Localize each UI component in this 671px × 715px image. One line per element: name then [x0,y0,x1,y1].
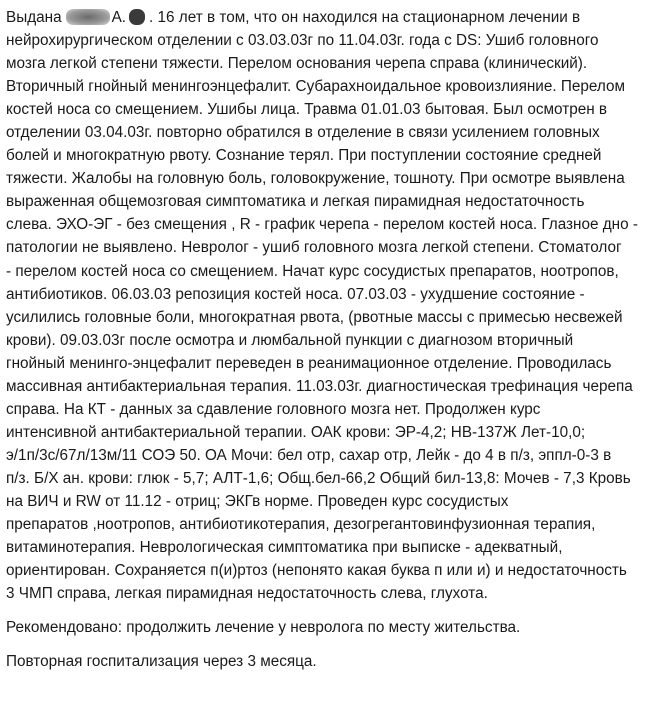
body-line: массивная антибактериальная терапия. 11.03.03г. диагностическая трефинация черепа [6,377,633,395]
issued-to-word: Выдана [6,9,62,26]
body-line: ориентирован. Сохраняется п(и)ртоз (непонято какая буква п или и) и недостаточность [6,562,627,580]
body-line: интенсивной антибактериальной терапии. ОАК крови: ЭР-4,2; НВ-137Ж Лет-10,0; [6,423,586,441]
name-initial: А. [111,9,127,26]
line-1 [6,6,651,29]
body-line: э/1п/3с/67л/13м/11 СОЭ 50. ОА Мочи: бел отр, сахар отр, Лейк - до 4 в п/з, эппл-0-3 в [6,446,612,464]
body-line: - перелом костей носа со смещением. Начат курс сосудистых препаратов, ноотропов, [6,262,619,280]
body-line: антибиотиков. 06.03.03 репозиция костей носа. 07.03.03 - ухудшение состояние - [6,285,585,303]
body-line: препаратов ,ноотропов, антибиотикотерапия, дезогрегантовинфузионная терапия, [6,516,596,534]
body-line: витаминотерапия. Неврологическая симптоматика при выписке - адекватный, [6,539,563,557]
body-line: патологии не выявлено. Невролог - ушиб головного мозга легкой степени. Стоматолог [6,239,622,257]
body-line: п/з. Б/Х ан. крови: глюк - 5,7; АЛТ-1,6; Общ.бел-66,2 Общий бил-13,8: Мочев - 7,3 Кровь [6,469,631,487]
redacted-initial [129,9,145,25]
body-line: гнойный менинго-энцефалит переведен в реанимационное отделение. Проводилась [6,354,612,372]
body-line: мозга легкой степени тяжести. Перелом основания черепа справа (клинический). [6,55,588,73]
medical-certificate-text [6,6,651,673]
body-line: нейрохирургическом отделении с 03.03.03г по 11.04.03г. года с DS: Ушиб головного [6,32,599,50]
line-1-rest: . 16 лет в том, что он находился на стационарном лечении в [149,9,581,26]
recommendation-line: Рекомендовано: продолжить лечение у невролога по месту жительства. [6,619,521,637]
body-line: на ВИЧ и RW от 11.12 - отриц; ЭКГв норме. Проведен курс сосудистых [6,492,509,510]
body-line: отделении 03.04.03г. повторно обратился в отделение в связи усилением головных [6,124,600,142]
body-line: костей носа со смещением. Ушибы лица. Травма 01.01.03 бытовая. Был осмотрен в [6,101,608,119]
body-line: слева. ЭХО-ЭГ - без смещения , R - график черепа - перелом костей носа. Глазное дно - [6,216,638,234]
body-line: крови). 09.03.03г после осмотра и люмбальной пункции с диагнозом вторичный [6,331,574,349]
paragraph-gap [6,605,651,616]
body-line: болей и многократную рвоту. Сознание терял. При поступлении состояние средней [6,147,602,165]
body-paragraph [6,29,651,605]
body-line: усилились головные боли, многократная рвота, (рвотные массы с примесью несвежей [6,308,623,326]
paragraph-gap [6,639,651,650]
body-line: 3 ЧМП справа, легкая пирамидная недостаточность слева, глухота. [6,585,488,603]
body-line: Вторичный гнойный менингоэнцефалит. Субарахноидальное кровоизлияние. Перелом [6,78,625,96]
body-line: тяжести. Жалобы на головную боль, головокружение, тошноту. При осмотре выявлена [6,170,625,188]
rehospitalization-line: Повторная госпитализация через 3 месяца. [6,653,317,671]
body-line: выраженная общемозговая симптоматика и легкая пирамидная недостаточность [6,193,585,211]
body-line: справа. На КТ - данных за сдавление головного мозга нет. Продолжен курс [6,400,541,418]
redacted-surname [66,9,110,25]
